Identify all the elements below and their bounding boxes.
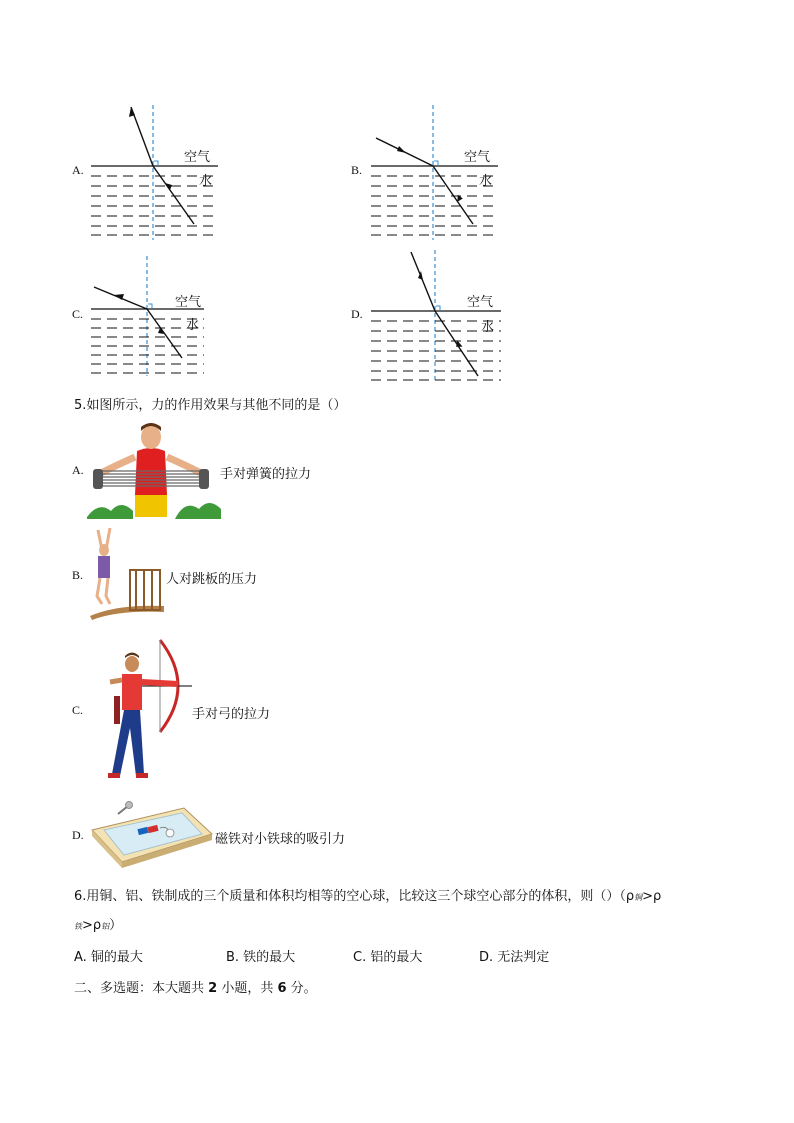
q6-subscript-copper: 铜: [634, 893, 643, 902]
question-5-stem: 5.如图所示，力的作用效果与其他不同的是（）: [74, 398, 347, 413]
spring-stretch-illustration: [87, 423, 222, 519]
water-label-d: 水: [481, 320, 495, 335]
q5-option-letter-c: C.: [72, 703, 84, 717]
q5-caption-a: 手对弹簧的拉力: [220, 467, 312, 482]
q5-option-letter-b: B.: [72, 568, 84, 582]
option-letter-b: B.: [351, 163, 363, 177]
water-label-a: 水: [199, 174, 213, 189]
option-letter-d: D.: [351, 307, 363, 321]
q6-close-paren: ）: [109, 918, 123, 933]
q5-caption-b: 人对跳板的压力: [166, 572, 258, 587]
q5-caption-c: 手对弓的拉力: [192, 707, 271, 722]
section-2-suffix: 分。: [286, 981, 317, 996]
air-label-a: 空气: [184, 150, 211, 165]
section-2-prefix: 二、多选题：本大题共: [74, 981, 209, 996]
air-label-d: 空气: [467, 295, 494, 310]
section-2-mid: 小题，共: [217, 981, 278, 996]
question-6-stem: [74, 885, 661, 904]
question-6-stem-cont: [74, 914, 122, 933]
q6-option-b: B. 铁的最大: [226, 950, 296, 965]
magnet-ball-illustration: [88, 800, 216, 870]
option-letter-c: C.: [72, 307, 84, 321]
air-label-b: 空气: [464, 150, 491, 165]
section-2-count: 2: [208, 981, 218, 996]
q6-greater-than-1: >ρ: [642, 889, 662, 904]
q5-option-letter-d: D.: [72, 828, 84, 842]
q6-option-a: A. 铜的最大: [74, 950, 143, 965]
section-2-score: 6: [277, 981, 287, 996]
q5-caption-d: 磁铁对小铁球的吸引力: [215, 832, 346, 847]
q6-subscript-aluminum: 铝: [101, 922, 110, 931]
diving-board-illustration: [88, 524, 168, 619]
q6-subscript-iron: 铁: [74, 922, 82, 931]
refraction-diagram-c: [86, 254, 226, 379]
option-letter-a: A.: [72, 163, 84, 177]
q5-option-letter-a: A.: [72, 463, 84, 477]
water-label-c: 水: [186, 318, 200, 333]
q6-option-d: D. 无法判定: [479, 950, 550, 965]
archer-illustration: [100, 636, 195, 784]
air-label-c: 空气: [175, 295, 202, 310]
q6-greater-than-2: >ρ: [82, 918, 102, 933]
q6-option-c: C. 铝的最大: [353, 950, 423, 965]
q6-stem-text: 6.用铜、铝、铁制成的三个质量和体积均相等的空心球，比较这三个球空心部分的体积，则（）（ρ: [74, 889, 635, 904]
water-label-b: 水: [479, 174, 493, 189]
section-2-heading: [74, 977, 317, 996]
